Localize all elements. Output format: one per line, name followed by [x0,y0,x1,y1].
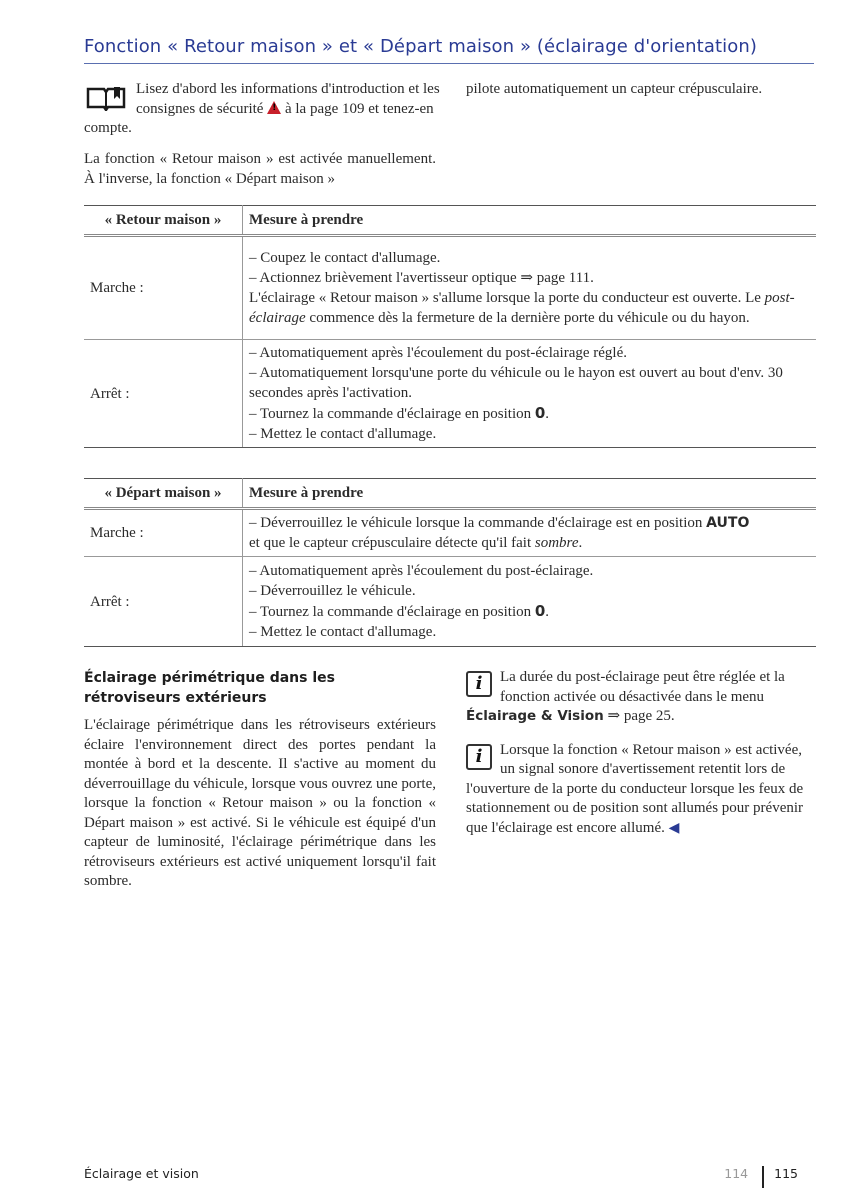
info-icon: i [466,744,492,770]
sombre-term: sombre [534,535,579,551]
read-first-text-2: à la page 109 et tenez-en compte. [84,100,434,136]
table-row [84,557,816,647]
section-heading: Éclairage périmétrique dans les rétroviseurs extérieurs [84,670,335,706]
measure-text: L'éclairage « Retour maison » s'allume lorsque la porte du conducteur est ouverte. Le [249,290,761,306]
intro-paragraph-b: pilote automatiquement un capteur crépusculaire. [466,81,763,97]
table2-col1-header: « Départ maison » [84,479,243,509]
measure-text: commence dès la fermeture de la dernière porte du véhicule ou du hayon. [309,310,750,326]
book-icon [84,85,128,111]
retour-maison-table [84,205,816,448]
row-label: Arrêt : [84,340,243,448]
note-text: La durée du post-éclairage peut être réglée et la fonction activée ou désactivée dans le menu [500,669,785,705]
row-label: Arrêt : [84,557,243,647]
intro-paragraph-a: La fonction « Retour maison » est activée manuellement. À l'inverse, la fonction « Départ maison » [84,151,436,187]
measure-text: – Tournez la commande d'éclairage en position [249,406,532,422]
measure-line: – Automatiquement lorsqu'une porte du véhicule ou le hayon est ouvert au bout d'env. 30 secondes après l'activation. [249,365,783,401]
page-title: Fonction « Retour maison » et « Départ maison » (éclairage d'orientation) [84,36,757,57]
footer-page-numbers [724,1166,798,1188]
title-rule [84,63,814,64]
measure-text: – Déverrouillez le véhicule lorsque la commande d'éclairage est en position [249,515,703,531]
row-label: Marche : [84,509,243,557]
note-text: Lorsque la fonction « Retour maison » est activée, un signal sonore d'avertissement retentit lors de l'ouverture de la porte du conducteur lorsque les feux de stationnement ou de position sont allumés pour prévenir que l'éclairage est encore allumé. [466,741,804,836]
measure-line [249,288,810,328]
read-first-paragraph [84,80,442,139]
measure-line: et que le capteur crépusculaire détecte qu'il fait sombre. [249,535,583,551]
note-2 [466,741,816,839]
measure-text: – Tournez la commande d'éclairage en position [249,604,532,620]
post-eclairage-term: post-éclairage [249,290,795,326]
table1-col1-header: « Retour maison » [84,206,243,236]
table1-col2-header: Mesure à prendre [243,206,817,236]
row-label: Marche : [84,236,243,340]
row-measures [243,340,817,448]
measure-line: – Tournez la commande d'éclairage en position 0. [249,602,550,620]
section-body: L'éclairage périmétrique dans les rétroviseurs extérieurs éclaire l'environnement direct des portes pendant la montée à bord et la descente. Il s'active au moment du déverrouillage du véhicule, lorsque vous ouvrez une porte, lorsque la fonction « Retour maison » ou la fonction « Départ maison » est activé. Si le véhicule est équipé d'un capteur de luminosité, l'éclairage périmétrique dans les rétroviseurs extérieurs est activé uniquement lorsqu'il fait sombre. [84,717,436,889]
page-separator [762,1166,764,1188]
table-row [84,340,816,448]
table2-col2-header: Mesure à prendre [243,479,817,509]
measure-line: – Automatiquement après l'écoulement du post-éclairage réglé. [249,345,627,361]
row-measures [243,236,817,340]
intro-right [466,80,816,100]
info-icon: i [466,671,492,697]
note-1 [466,668,816,727]
measure-text: et que le capteur crépusculaire détecte qu'il fait [249,535,532,551]
perimeter-lighting-section [84,668,436,892]
measure-line: – Actionnez brièvement l'avertisseur optique ⇒ page 111. [249,270,594,286]
row-measures [243,557,817,647]
table-row [84,236,816,340]
page-reference: ⇒ page 25. [607,708,675,724]
footer-section-name: Éclairage et vision [84,1166,199,1181]
measure-line: – Mettez le contact d'allumage. [249,624,437,640]
measure-line [249,513,810,533]
intro-function [84,150,436,189]
notes-column [466,668,816,838]
depart-maison-table [84,478,816,647]
measure-line: – Automatiquement après l'écoulement du post-éclairage. [249,563,594,579]
end-of-section-marker: ◀ [668,820,680,836]
row-measures [243,509,817,557]
warning-icon [267,101,281,114]
auto-position-label: AUTO [706,515,750,531]
read-first-text: Lisez d'abord les informations d'introduction et les consignes de sécurité [136,81,440,117]
measure-line: – Tournez la commande d'éclairage en position 0. [249,404,550,422]
position-0-label: 0 [534,404,546,422]
menu-reference: Éclairage & Vision [466,708,604,724]
intro-left [84,80,442,139]
position-0-label: 0 [534,602,546,620]
measure-line: – Mettez le contact d'allumage. [249,426,437,442]
measure-line: – Déverrouillez le véhicule. [249,583,416,599]
previous-page-number: 114 [724,1166,749,1181]
page-header [84,36,814,64]
table-row [84,509,816,557]
page-number: 115 [774,1166,798,1181]
measure-line: – Coupez le contact d'allumage. [249,250,441,266]
